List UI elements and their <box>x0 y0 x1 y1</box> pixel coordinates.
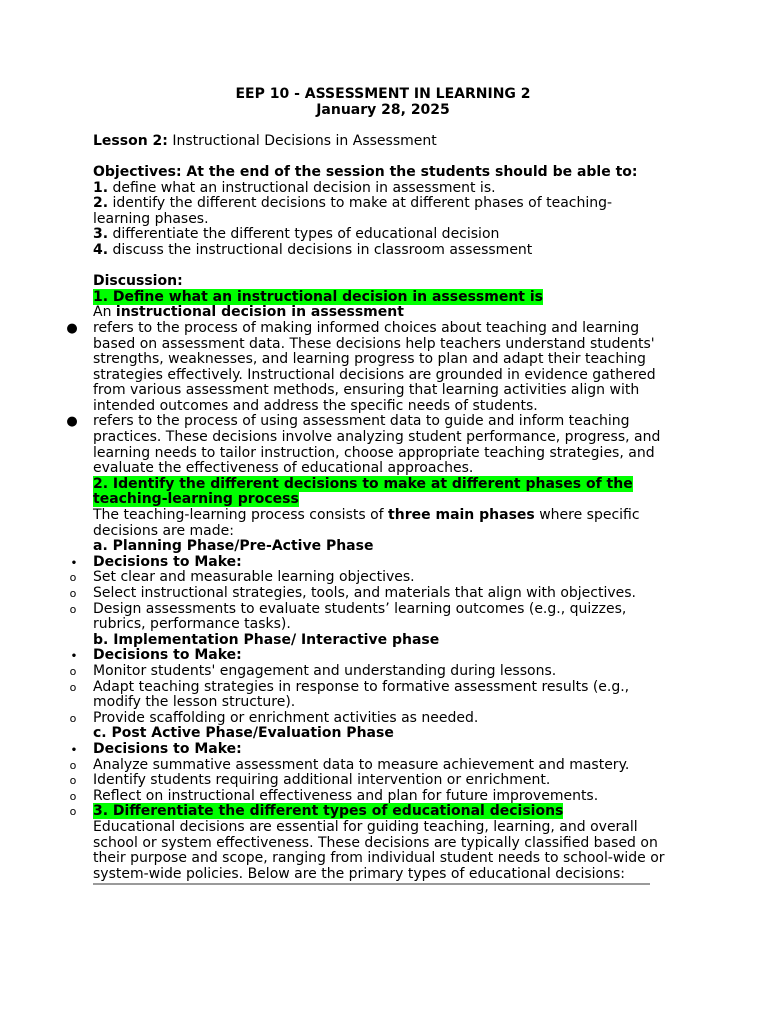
objectives-heading: Objectives: At the end of the session the students should be able to: <box>93 163 638 180</box>
section-2-intro: The teaching-learning process consists of three main phases where specific <box>93 507 640 524</box>
sub-bullet-item: o Set clear and measurable learning objectives. <box>93 570 683 586</box>
sub-bullet-item: o Design assessments to evaluate students’ learning outcomes (e.g., quizzes, <box>93 602 683 618</box>
sub-bullet-item: o Analyze summative assessment data to measure achievement and mastery. <box>93 758 683 774</box>
lesson-title: Instructional Decisions in Assessment <box>167 132 437 149</box>
objective-item: 1. define what an instructional decision in assessment is. <box>93 179 496 196</box>
document-title: EEP 10 - ASSESSMENT IN LEARNING 2 <box>235 86 531 102</box>
phase-c-heading: c. Post Active Phase/Evaluation Phase <box>93 725 394 742</box>
hollow-bullet-icon: o <box>69 602 77 616</box>
page-break-rule <box>93 883 650 885</box>
sub-bullet-item: o Identify students requiring additional intervention or enrichment. <box>93 773 683 789</box>
small-bullet-icon: • <box>70 651 78 663</box>
document-date: January 28, 2025 <box>316 101 450 118</box>
objective-item: 4. discuss the instructional decisions in classroom assessment <box>93 241 533 258</box>
decisions-label: • Decisions to Make: <box>93 555 683 571</box>
hollow-bullet-icon: o <box>69 587 77 600</box>
hollow-bullet-icon: o <box>69 789 77 803</box>
decisions-label: • Decisions to Make: <box>93 742 683 758</box>
sub-bullet-item: o Monitor students' engagement and understanding during lessons. <box>93 664 683 680</box>
filled-bullet-icon: ● <box>66 320 78 336</box>
phase-b-heading: b. Implementation Phase/ Interactive phase <box>93 631 440 648</box>
filled-bullet-icon: ● <box>66 414 78 430</box>
decisions-label: • Decisions to Make: <box>93 648 683 664</box>
section-3-paragraph: Educational decisions are essential for guiding teaching, learning, and overall <box>93 818 638 835</box>
bullet-item: ● refers to the process of using assessment data to guide and inform teaching <box>66 413 630 430</box>
section-2-heading-cont: teaching-learning process <box>93 491 299 508</box>
hollow-bullet-icon: o <box>69 805 77 819</box>
hollow-bullet-icon: o <box>69 571 77 585</box>
small-bullet-icon: • <box>70 744 78 756</box>
objective-item-continuation: learning phases. <box>93 210 209 227</box>
lesson-label: Lesson 2: <box>93 132 168 149</box>
section-1-intro: An instructional decision in assessment <box>93 304 404 321</box>
objective-item: 3. differentiate the different types of educational decision <box>93 226 500 243</box>
sub-bullet-item: o Adapt teaching strategies in response to formative assessment results (e.g., <box>93 680 683 696</box>
sub-bullet-item: o Select instructional strategies, tools, and materials that align with objectives. <box>93 586 683 602</box>
bullet-item: ● refers to the process of making informed choices about teaching and learning <box>66 319 640 336</box>
hollow-bullet-icon: o <box>69 774 77 788</box>
section-3-heading: 3. Differentiate the different types of educational decisions <box>93 803 564 820</box>
small-bullet-icon: • <box>70 557 78 569</box>
phase-a-heading: a. Planning Phase/Pre-Active Phase <box>93 538 374 555</box>
section-2-heading: 2. Identify the different decisions to make at different phases of the <box>93 475 633 492</box>
objective-item: 2. identify the different decisions to make at different phases of teaching- <box>93 195 613 212</box>
document-body: EEP 10 - ASSESSMENT IN LEARNING 2 January 28, 2025 Lesson 2: Instructional Decisions in Assessment Objectives: At the end of the session the students should be able to: 1. define what an instructional decision in assessment is. 2. identify the different decisions to make at different phases of teaching- learning phases. 3. differentiate the different types of educational decision 4. discuss the instructional decisions in classroom assessment Discussion: 1. Define what an instructional decision in assessment is An instructional decision in assessment ● refers to the process of making informed choices about teaching and learning based on assessment data. These decisions help teachers understand students' strengths, weaknesses, and learning progress to plan and adapt their teaching strategies effectively. Instructional decisions are grounded in evidence gathered from various assessment methods, ensuring that learning activities align with intended outcomes and address the specific needs of students. ● refers to the process of using assessment data to guide and inform teaching practices. These decisions involve analyzing student performance, progress, and learning needs to tailor instruction, choose appropriate teaching strategies, and evaluate the effectiveness of educational approaches. 2. Identify the different decisions to make at different phases of the teaching-learning process The teaching-learning process consists of three main phases where specific decisions are made: a. Planning Phase/Pre-Active Phase • Decisions to Make: o Set clear and measurable learning objectives. o Select instructional strategies, tools, and materials that align with objectives. o Design assessments to evaluate students’ learning outcomes (e.g., quizzes, rubrics, performance tasks). b. Implementation Phase/ Interactive phase • Decisions to Make: o Monitor students' engagement and understanding during lessons. o Adapt teaching strategies in response to formative assessment results (e.g., modify the lesson structure). o Provide scaffolding or enrichment activities as needed. c. Post Active Phase/Evaluation Phase • Decisions to Make: o Analyze summative assessment data to measure achievement and mastery. o Identify students requiring additional intervention or enrichment. o Reflect on instructional effectiveness and plan for future improvements. o 3. Differentiate the different types of educational decisions Educational decisions are essential for guiding teaching, learning, and overall school or system effectiveness. These decisions are typically classified based on their purpose and scope, ranging from individual student needs to school-wide or system-wide policies. Below are the primary types of educational decisions: <box>93 87 683 885</box>
hollow-bullet-icon: o <box>69 711 77 725</box>
hollow-bullet-icon: o <box>69 680 77 694</box>
sub-bullet-item: o Provide scaffolding or enrichment activities as needed. <box>93 711 683 727</box>
hollow-bullet-icon: o <box>69 664 77 678</box>
section-1-heading: 1. Define what an instructional decision in assessment is <box>93 288 543 305</box>
discussion-heading: Discussion: <box>93 273 183 290</box>
lesson-line <box>93 134 683 150</box>
sub-bullet-item: o Reflect on instructional effectiveness and plan for future improvements. <box>93 789 683 805</box>
hollow-bullet-icon: o <box>69 758 77 772</box>
